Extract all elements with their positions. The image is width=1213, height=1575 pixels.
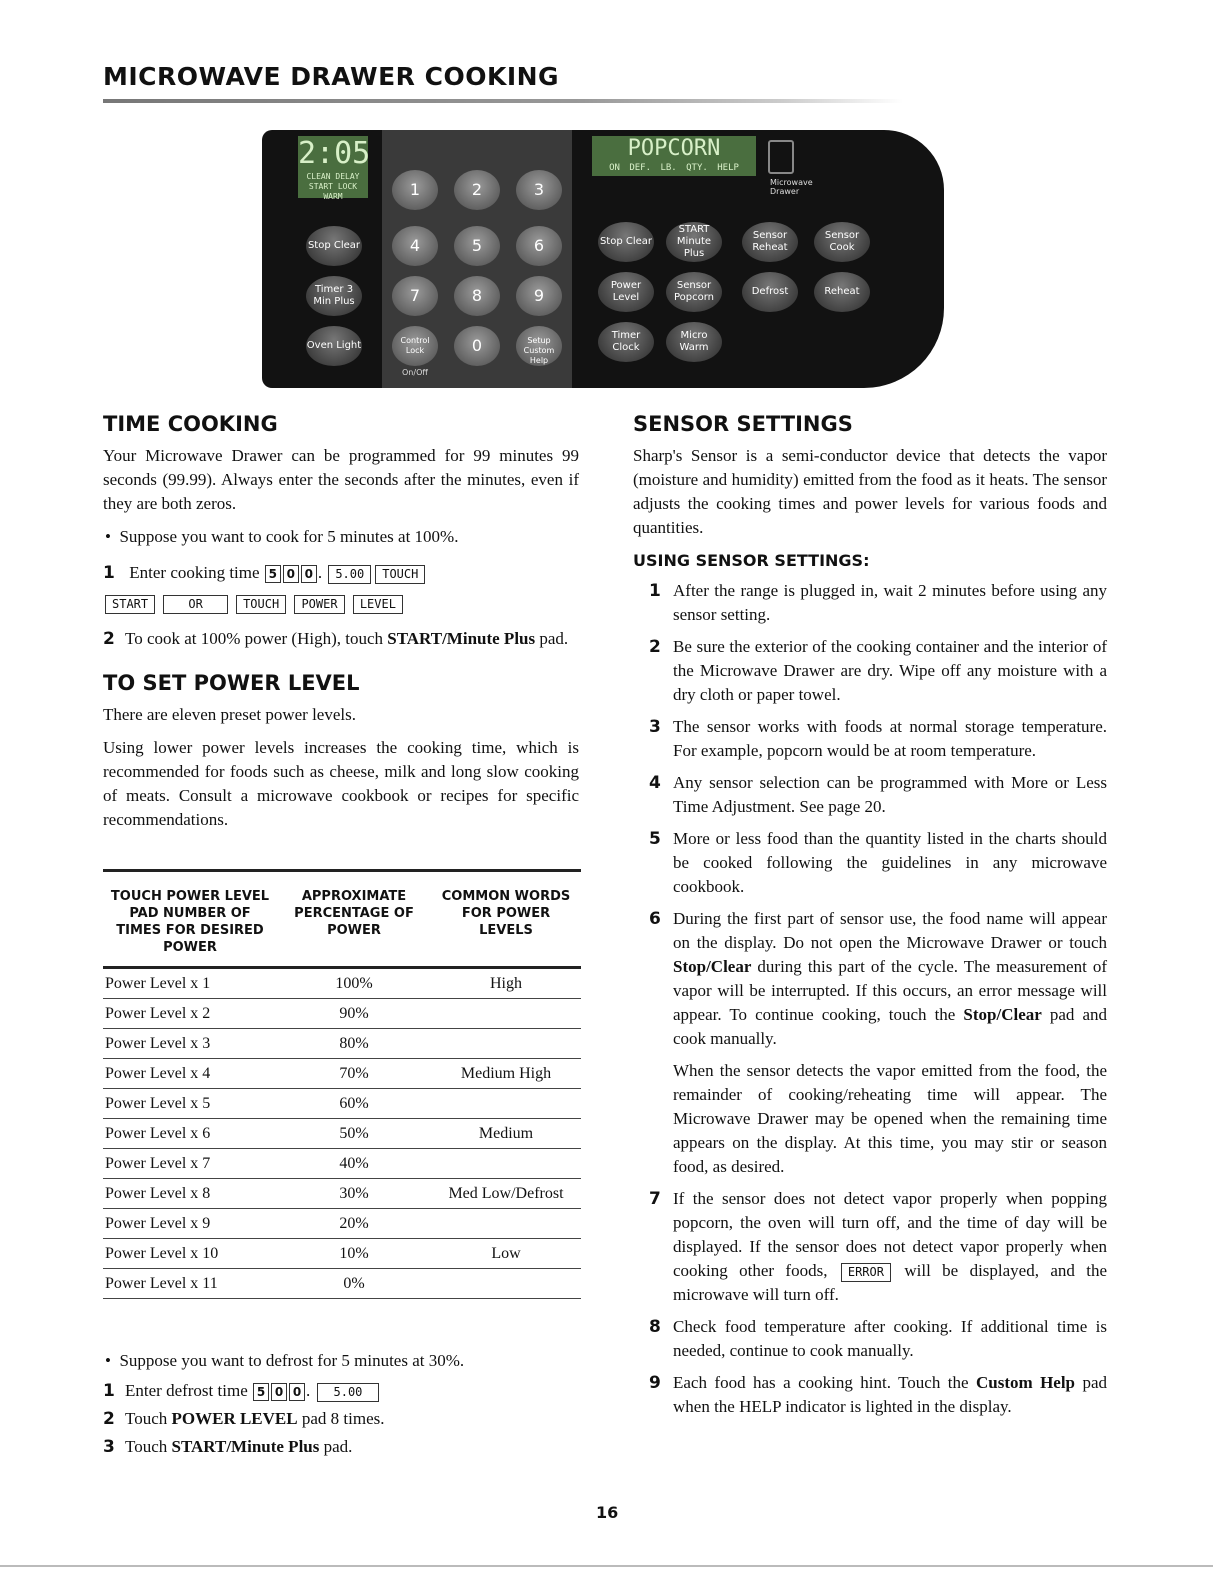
display-box: LEVEL xyxy=(353,595,403,614)
header-percentage: APPROXIMATE PERCENTAGE OF POWER xyxy=(277,871,431,968)
table-row xyxy=(103,968,581,999)
cell-common-word xyxy=(431,999,581,1029)
item-extra-text: When the sensor detects the vapor emitted from the food, the remainder of cooking/reheating time will appear. The Microwave Drawer may be opened when the remaining time appears on the display. At this time, you may stir or season food, as desired. xyxy=(673,1061,1107,1176)
cell-percentage: 80% xyxy=(277,1029,431,1059)
table-row xyxy=(103,1179,581,1209)
list-item xyxy=(633,771,1107,819)
cell-percentage: 30% xyxy=(277,1179,431,1209)
timer-clock-pad: Timer Clock xyxy=(598,322,654,362)
cell-common-word: Med Low/Defrost xyxy=(431,1179,581,1209)
key-2: 2 xyxy=(454,170,500,210)
step-text: Enter defrost time xyxy=(125,1381,248,1400)
step-number: 1 xyxy=(103,563,115,583)
sensor-popcorn-pad: Sensor Popcorn xyxy=(666,272,722,312)
list-item xyxy=(633,1315,1107,1363)
cell-pad: Power Level x 7 xyxy=(103,1149,277,1179)
key-7: 7 xyxy=(392,276,438,316)
start-minute-plus-ref: START/Minute Plus xyxy=(171,1437,320,1456)
header-touch-pad: TOUCH POWER LEVEL PAD NUMBER OF TIMES FOR DESIRED POWER xyxy=(103,871,277,968)
step-text-end: pad 8 times. xyxy=(301,1409,385,1428)
oven-display xyxy=(298,136,371,201)
cell-percentage: 70% xyxy=(277,1059,431,1089)
def-indicator: DEF. xyxy=(629,163,652,173)
list-item xyxy=(633,715,1107,763)
item-text: After the range is plugged in, wait 2 minutes before using any sensor setting. xyxy=(673,581,1107,624)
display-box: TOUCH xyxy=(236,595,286,614)
item-text: The sensor works with foods at normal storage temperature. For example, popcorn would be at room temperature. xyxy=(673,717,1107,760)
cell-pad: Power Level x 1 xyxy=(103,968,277,999)
cell-percentage: 20% xyxy=(277,1209,431,1239)
cell-percentage: 60% xyxy=(277,1089,431,1119)
item-number: 1 xyxy=(649,581,661,601)
error-display-box: ERROR xyxy=(841,1263,891,1282)
list-item xyxy=(633,579,1107,627)
oven-display-time: 2:05 xyxy=(298,136,371,171)
cell-common-word xyxy=(431,1029,581,1059)
key-5: 5 xyxy=(454,226,500,266)
qty-indicator: QTY. xyxy=(686,163,708,173)
key-5-box: 5 xyxy=(253,1383,269,1401)
cell-percentage: 90% xyxy=(277,999,431,1029)
cell-percentage: 40% xyxy=(277,1149,431,1179)
cell-pad: Power Level x 9 xyxy=(103,1209,277,1239)
cell-percentage: 10% xyxy=(277,1239,431,1269)
on-off-label: On/Off xyxy=(402,368,428,377)
key-0-box: 0 xyxy=(301,565,317,583)
item-text: pad when the HELP indicator is lighted in the display. xyxy=(673,1373,1108,1416)
page-number: 16 xyxy=(596,1503,619,1522)
key-4: 4 xyxy=(392,226,438,266)
drawer-start-pad: START Minute Plus xyxy=(666,222,722,262)
table-row xyxy=(103,1209,581,1239)
on-indicator: ON xyxy=(609,163,620,173)
table-header-row xyxy=(103,871,581,968)
item-number: 7 xyxy=(649,1189,661,1209)
cell-common-word: Medium xyxy=(431,1119,581,1149)
cell-pad: Power Level x 5 xyxy=(103,1089,277,1119)
list-item xyxy=(633,1187,1107,1307)
key-0-box: 0 xyxy=(289,1383,305,1401)
display-box: START xyxy=(105,595,155,614)
cell-pad: Power Level x 6 xyxy=(103,1119,277,1149)
sensor-reheat-pad: Sensor Reheat xyxy=(742,222,798,262)
warm-indicator: WARM xyxy=(323,192,343,201)
sensor-settings-heading: SENSOR SETTINGS xyxy=(633,412,853,436)
cell-common-word xyxy=(431,1269,581,1299)
item-number: 4 xyxy=(649,773,661,793)
step-text-end: pad. xyxy=(323,1437,353,1456)
item-text: Check food temperature after cooking. If additional time is needed, continue to cook manually. xyxy=(673,1317,1107,1360)
start-indicator: START xyxy=(308,182,333,191)
key-1: 1 xyxy=(392,170,438,210)
time-cooking-heading: TIME COOKING xyxy=(103,412,278,436)
cell-common-word xyxy=(431,1209,581,1239)
step-number: 3 xyxy=(103,1437,115,1457)
table-row xyxy=(103,1239,581,1269)
defrost-pad: Defrost xyxy=(742,272,798,312)
key-6: 6 xyxy=(516,226,562,266)
right-column xyxy=(633,412,1107,1427)
table-row xyxy=(103,1149,581,1179)
power-table-body xyxy=(103,968,581,1299)
control-lock-key: Control Lock xyxy=(392,326,438,366)
help-indicator: HELP xyxy=(717,163,739,173)
cell-percentage: 50% xyxy=(277,1119,431,1149)
table-row xyxy=(103,1089,581,1119)
key-9: 9 xyxy=(516,276,562,316)
list-item xyxy=(633,907,1107,1179)
item-number: 5 xyxy=(649,829,661,849)
item-text: will be displayed, and the microwave will turn off. xyxy=(673,1261,1108,1304)
cell-common-word xyxy=(431,1089,581,1119)
page-title: MICROWAVE DRAWER COOKING xyxy=(103,62,560,91)
cell-percentage: 0% xyxy=(277,1269,431,1299)
item-number: 9 xyxy=(649,1373,661,1393)
table-row xyxy=(103,999,581,1029)
time-cooking-bullet: • Suppose you want to cook for 5 minutes at 100%. xyxy=(105,527,459,546)
key-0: 0 xyxy=(454,326,500,366)
title-rule xyxy=(103,99,903,103)
defrost-step3 xyxy=(103,1433,579,1461)
display-box: POWER xyxy=(294,595,344,614)
cell-pad: Power Level x 10 xyxy=(103,1239,277,1269)
key-3: 3 xyxy=(516,170,562,210)
display-box: TOUCH xyxy=(375,565,425,584)
drawer-display xyxy=(592,136,756,176)
key-5-box: 5 xyxy=(265,565,281,583)
item-number: 2 xyxy=(649,637,661,657)
item-text: Each food has a cooking hint. Touch the xyxy=(673,1373,969,1392)
display-box: OR xyxy=(163,595,227,614)
left-column-bottom xyxy=(103,1347,579,1461)
oven-stop-clear-pad: Stop Clear xyxy=(306,226,362,266)
key-8: 8 xyxy=(454,276,500,316)
item-text: Be sure the exterior of the cooking container and the interior of the Microwave Drawer are dry. Wipe off any moisture with a dry cloth or paper towel. xyxy=(673,637,1107,704)
step-number: 2 xyxy=(103,1409,115,1429)
header-common-words: COMMON WORDS FOR POWER LEVELS xyxy=(431,871,581,968)
list-item xyxy=(633,1371,1107,1419)
left-column xyxy=(103,412,579,841)
power-level-ref: POWER LEVEL xyxy=(171,1409,298,1428)
microwave-drawer-label: Microwave Drawer xyxy=(770,178,813,196)
display-box: 5.00 xyxy=(328,565,371,584)
item-number: 8 xyxy=(649,1317,661,1337)
key-0-box: 0 xyxy=(271,1383,287,1401)
time-cooking-step1: 1 Enter cooking time 5 0 0 . 5.00 TOUCH START OR TOUCH POWER LEVEL xyxy=(103,558,579,618)
bullet-text: Suppose you want to defrost for 5 minutes at 30%. xyxy=(119,1351,465,1370)
cell-common-word: Low xyxy=(431,1239,581,1269)
power-level-p1: There are eleven preset power levels. xyxy=(103,705,356,724)
custom-help-ref: Custom Help xyxy=(975,1373,1076,1392)
step-text: Touch xyxy=(125,1409,168,1428)
clean-indicator: CLEAN xyxy=(306,172,331,181)
item-number: 6 xyxy=(649,909,661,929)
item-number: 3 xyxy=(649,717,661,737)
step-number: 2 xyxy=(103,629,115,649)
item-text: If the sensor does not detect vapor properly when popping popcorn, the oven will turn off, and the time of day will be displayed. If the sensor does not detect vapor properly when cooking other foods, xyxy=(673,1189,1107,1280)
cell-pad: Power Level x 2 xyxy=(103,999,277,1029)
oven-timer-pad: Timer 3 Min Plus xyxy=(306,276,362,316)
cell-pad: Power Level x 3 xyxy=(103,1029,277,1059)
cell-common-word: High xyxy=(431,968,581,999)
item-text: pad and cook manually. xyxy=(673,1005,1108,1048)
cell-pad: Power Level x 8 xyxy=(103,1179,277,1209)
display-box: 5.00 xyxy=(317,1383,380,1402)
step-text: Touch xyxy=(125,1437,168,1456)
defrost-bullet: • Suppose you want to defrost for 5 minutes at 30%. xyxy=(105,1351,465,1370)
defrost-step2 xyxy=(103,1405,579,1433)
bottom-rule xyxy=(0,1565,1213,1567)
drawer-icon xyxy=(768,140,794,174)
drawer-stop-clear-pad: Stop Clear xyxy=(598,222,654,262)
reheat-pad: Reheat xyxy=(814,272,870,312)
power-level-heading: TO SET POWER LEVEL xyxy=(103,671,360,695)
defrost-step1: 1 Enter defrost time 5 0 0 . 5.00 xyxy=(103,1377,579,1405)
item-text: More or less food than the quantity listed in the charts should be cooked following the guidelines in any microwave cookbook. xyxy=(673,829,1107,896)
time-cooking-intro: Your Microwave Drawer can be programmed for 99 minutes 99 seconds (99.99). Always enter the seconds after the minutes, even if they are both zeros. xyxy=(103,446,579,513)
start-minute-plus-ref: START/Minute Plus xyxy=(387,629,536,648)
sensor-steps xyxy=(633,579,1107,1419)
cell-common-word: Medium High xyxy=(431,1059,581,1089)
power-level-table xyxy=(103,869,581,1299)
power-level-p2: Using lower power levels increases the cooking time, which is recommended for foods such as cheese, milk and long slow cooking of meats. Consult a microwave cookbook or recipes for specific recommendations. xyxy=(103,738,579,829)
delay-indicator: DELAY xyxy=(335,172,360,181)
step-number: 1 xyxy=(103,1381,115,1401)
cell-pad: Power Level x 11 xyxy=(103,1269,277,1299)
item-text: During the first part of sensor use, the food name will appear on the display. Do not open the Microwave Drawer or touch xyxy=(673,909,1107,952)
step-text: Enter cooking time xyxy=(129,563,260,582)
control-panel-illustration xyxy=(262,130,944,388)
drawer-display-text: POPCORN xyxy=(627,136,721,161)
cell-common-word xyxy=(431,1149,581,1179)
oven-light-pad: Oven Light xyxy=(306,326,362,366)
bullet-text: Suppose you want to cook for 5 minutes at 100%. xyxy=(119,527,459,546)
stop-clear-ref: Stop/Clear xyxy=(963,1005,1042,1024)
list-item xyxy=(633,635,1107,707)
micro-warm-pad: Micro Warm xyxy=(666,322,722,362)
step-text-end: pad. xyxy=(539,629,569,648)
time-cooking-step2 xyxy=(103,627,579,651)
item-text: during this part of the cycle. The measurement of vapor will be interrupted. If this occurs, an error message will appear. To continue cooking, touch the xyxy=(673,957,1107,1024)
using-sensor-settings-heading: USING SENSOR SETTINGS: xyxy=(633,551,870,570)
table-row xyxy=(103,1119,581,1149)
step-text: To cook at 100% power (High), touch xyxy=(125,629,383,648)
cell-percentage: 100% xyxy=(277,968,431,999)
table-row xyxy=(103,1059,581,1089)
key-0-box: 0 xyxy=(283,565,299,583)
power-level-pad: Power Level xyxy=(598,272,654,312)
sensor-cook-pad: Sensor Cook xyxy=(814,222,870,262)
list-item xyxy=(633,827,1107,899)
table-row xyxy=(103,1269,581,1299)
item-text: Any sensor selection can be programmed with More or Less Time Adjustment. See page 20. xyxy=(673,773,1107,816)
sensor-intro: Sharp's Sensor is a semi-conductor device that detects the vapor (moisture and humidity) emitted from the food as it heats. The sensor adjusts the cooking times and power levels for various foods and quantities. xyxy=(633,446,1107,537)
lock-indicator: LOCK xyxy=(337,182,358,191)
lb-indicator: LB. xyxy=(660,163,677,173)
cell-pad: Power Level x 4 xyxy=(103,1059,277,1089)
setup-custom-help-key: Setup Custom Help xyxy=(516,326,562,366)
number-keypad xyxy=(382,130,572,388)
table-row xyxy=(103,1029,581,1059)
stop-clear-ref: Stop/Clear xyxy=(673,957,752,976)
